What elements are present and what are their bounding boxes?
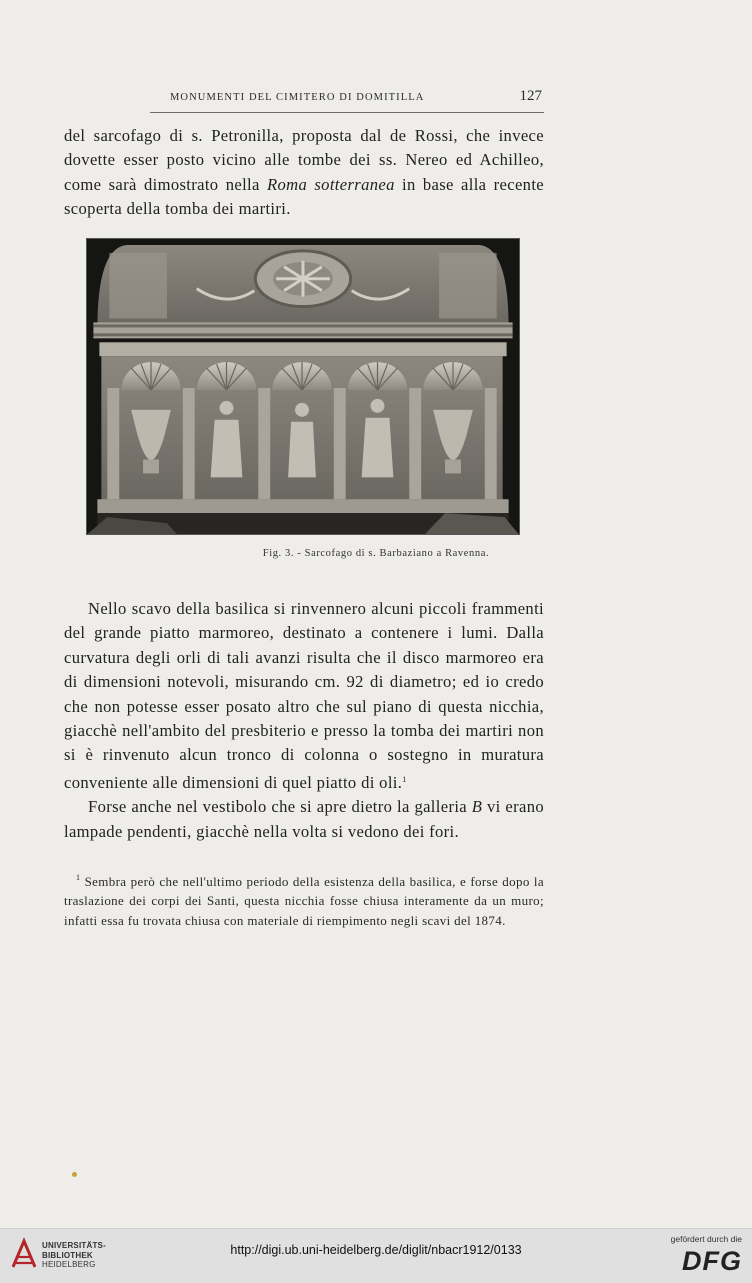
running-head: [170, 90, 544, 110]
figure-caption: Fig. 3. - Sarcofago di s. Barbaziano a Ravenna.: [262, 548, 490, 559]
footnote-text: Sembra però che nell'ultimo periodo della esistenza della basilica, e forse dopo la traslazione dei corpi dei Santi, questa nicchia fosse chiusa interamente da un muro; infatti essa fu trovata chiusa con materiale di riempimento negli scavi del 1874.: [64, 874, 545, 928]
paragraph-2-text: Nello scavo della basilica si rinvennero alcuni piccoli frammenti del grande piatto marmoreo, destinato a contenere i lumi. Dalla curvatura degli orli di tali avanzi risulta che il disco marmoreo era di dimensioni notevoli, misurando cm. 92 di diametro; ed io credo che non potesse esser posato altro che sul piano di questa nicchia, giacchè nell'ambito del presbiterio e presso la tomba dei martiri non si è rinvenuto alcun tronco di colonna o sostegno in muratura conveniente alle dimensioni di quel piatto di oli.: [64, 599, 544, 792]
permalink-url[interactable]: http://digi.ub.uni-heidelberg.de/diglit/nbacr1912/0133: [230, 1243, 522, 1257]
paragraph-1-text: del sarcofago di s. Petronilla, proposta dal de Rossi, che invece dovette esser posto vicino alle tombe dei ss. Nereo ed Achilleo, come sarà dimostrato nella: [64, 126, 544, 194]
paragraph-3-text: Forse anche nel vestibolo che si apre dietro la galleria: [88, 797, 472, 817]
paper-speck: [72, 1172, 77, 1177]
paragraph-3-italic: B: [471, 797, 483, 817]
footnote: [64, 868, 544, 930]
figure-sarcophagus-photo: [86, 238, 520, 535]
funding-note: gefördert durch die: [670, 1234, 742, 1244]
viewer-footer: [0, 1228, 752, 1283]
footnote-reference[interactable]: 1: [402, 774, 407, 784]
running-title: MONUMENTI DEL CIMITERO DI DOMITILLA: [170, 92, 425, 103]
paragraph-3-tail: vi erano lampade pendenti, giacchè nella volta si vedono dei fori.: [64, 797, 544, 841]
sarcophagus-illustration: [87, 239, 519, 534]
library-line-1: UNIVERSITÄTS-: [42, 1241, 106, 1250]
header-rule: [150, 112, 544, 113]
body-text-lower: [64, 597, 544, 844]
paragraph-1-tail: in base alla recente scoperta della tomba dei martiri.: [64, 174, 544, 219]
footnote-mark: 1: [76, 873, 81, 882]
paragraph-1-italic: Roma sotterranea: [267, 174, 395, 194]
page-number: 127: [519, 88, 542, 104]
paragraph-1: [64, 124, 544, 222]
library-line-2: BIBLIOTHEK: [42, 1250, 93, 1260]
dfg-logo[interactable]: DFG: [682, 1246, 742, 1276]
library-line-3: HEIDELBERG: [42, 1260, 96, 1269]
